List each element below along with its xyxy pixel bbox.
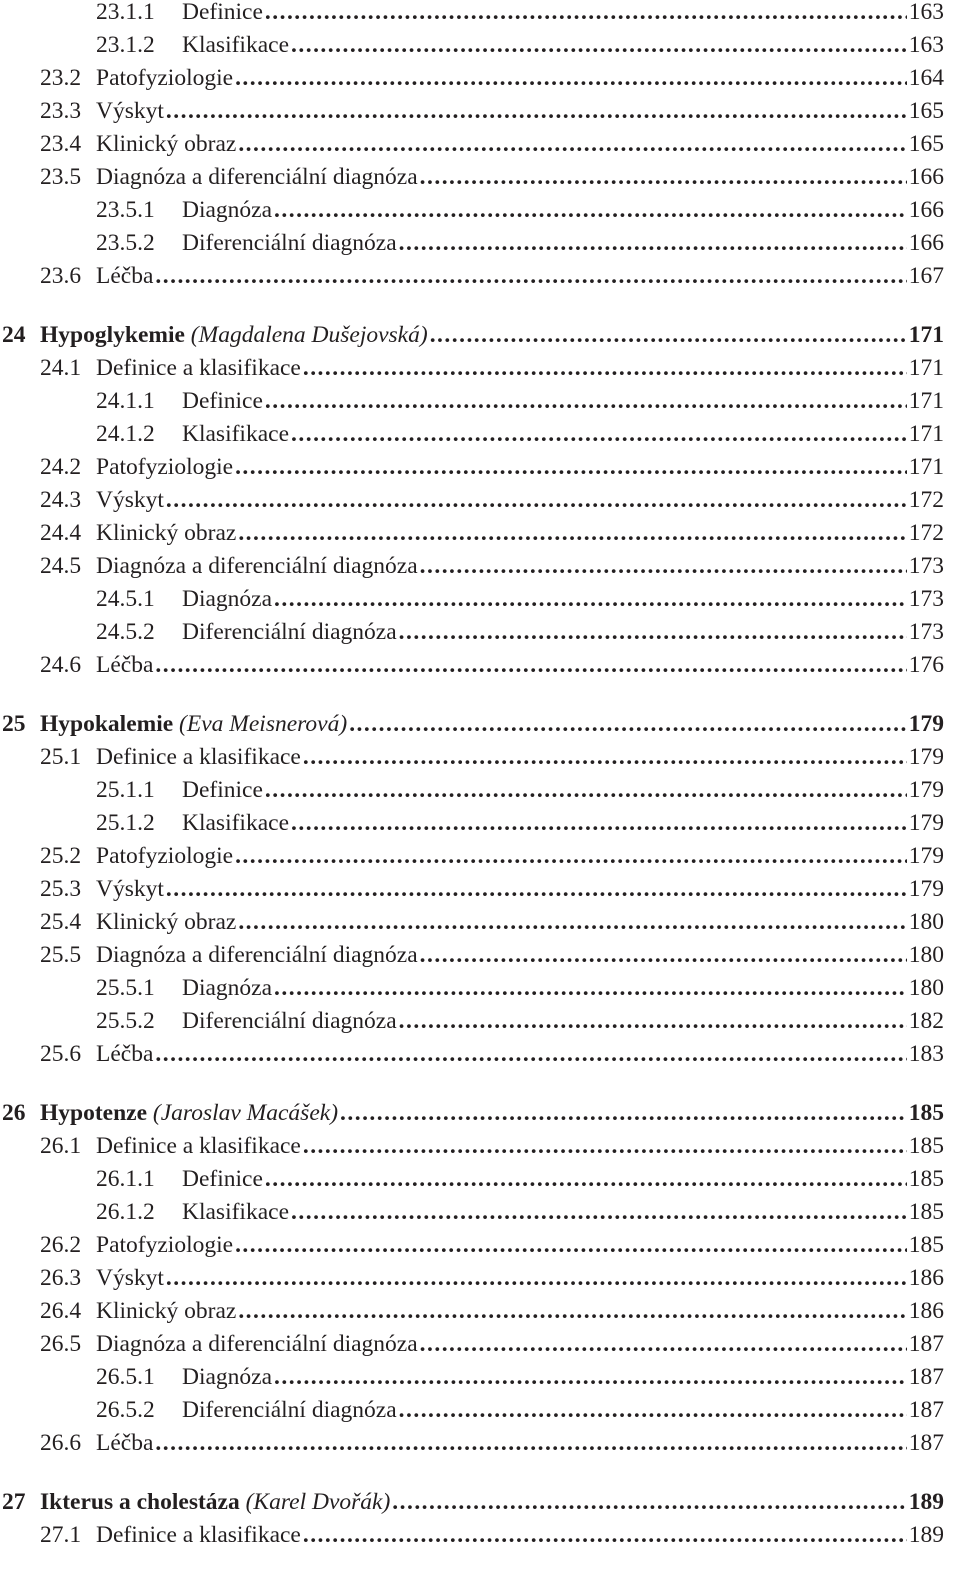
toc-entry-page: 185: [908, 1232, 944, 1258]
toc-entry: [40, 352, 944, 385]
dot-leader: [291, 418, 907, 451]
toc-entry-number: 26: [2, 1100, 26, 1126]
dot-leader: [399, 1394, 907, 1427]
toc-entry-title: Výskyt: [96, 876, 164, 902]
toc-entry: [40, 1295, 944, 1328]
toc-entry-page: 186: [908, 1265, 944, 1291]
toc-entry-number: 25.2: [40, 843, 82, 869]
toc-entry-title: Diagnóza a diferenciální diagnóza: [96, 164, 418, 190]
toc-entry: [40, 1229, 944, 1262]
dot-leader: [265, 385, 907, 418]
toc-entry-page: 187: [908, 1397, 944, 1423]
toc-entry-title: Klinický obraz: [96, 520, 237, 546]
toc-entry-page: 187: [908, 1331, 944, 1357]
toc-entry-title: Definice: [182, 1166, 263, 1192]
toc-entry: [40, 1427, 944, 1460]
toc-entry: [96, 807, 944, 840]
toc-entry-number: 24.2: [40, 454, 82, 480]
toc-entry-page: 179: [908, 744, 944, 770]
dot-leader: [420, 161, 907, 194]
toc-entry-number: 26.5.1: [96, 1364, 155, 1390]
toc-chapter-entry: [2, 1486, 944, 1519]
toc-entry-page: 163: [908, 32, 944, 58]
toc-entry-page: 172: [908, 487, 944, 513]
toc-entry-number: 26.1.1: [96, 1166, 155, 1192]
toc-entry-number: 26.1.2: [96, 1199, 155, 1225]
dot-leader: [303, 352, 907, 385]
toc-entry-page: 173: [908, 619, 944, 645]
toc-entry-title: Léčba: [96, 1041, 154, 1067]
toc-entry-page: 183: [908, 1041, 944, 1067]
toc-entry-title: Klasifikace: [182, 1199, 290, 1225]
toc-entry-page: 171: [908, 388, 944, 414]
toc-entry-number: 25.1: [40, 744, 82, 770]
chapter-author: (Eva Meisnerová): [179, 711, 348, 737]
toc-entry-number: 23.1.1: [96, 0, 155, 25]
toc-entry: [40, 62, 944, 95]
toc-entry-number: 25.4: [40, 909, 82, 935]
dot-leader: [155, 260, 906, 293]
toc-entry-title: Klinický obraz: [96, 1298, 237, 1324]
toc-entry: [40, 550, 944, 583]
dot-leader: [155, 1427, 906, 1460]
toc-entry: [96, 1196, 944, 1229]
toc-entry-number: 26.1: [40, 1133, 82, 1159]
toc-entry-title: Klinický obraz: [96, 909, 237, 935]
toc-entry-number: 23.2: [40, 65, 82, 91]
toc-entry-title: Definice a klasifikace: [96, 355, 301, 381]
chapter-title: Hypoglykemie: [40, 322, 185, 348]
toc-entry: [96, 1005, 944, 1038]
toc-entry-page: 182: [908, 1008, 944, 1034]
dot-leader: [303, 1130, 907, 1163]
dot-leader: [392, 1486, 906, 1519]
toc-entry-number: 25.3: [40, 876, 82, 902]
dot-leader: [420, 939, 907, 972]
toc-entry-page: 185: [908, 1166, 944, 1192]
toc-entry-number: 23.5: [40, 164, 82, 190]
toc-entry-number: 25.5.2: [96, 1008, 155, 1034]
toc-entry-number: 23.5.2: [96, 230, 155, 256]
toc-entry-number: 24.1.2: [96, 421, 155, 447]
toc-entry: [40, 95, 944, 128]
toc-entry-title: Patofyziologie: [96, 454, 234, 480]
toc-entry-page: 185: [908, 1100, 944, 1126]
toc-entry: [40, 1262, 944, 1295]
dot-leader: [274, 972, 907, 1005]
toc-entry-number: 24.1: [40, 355, 82, 381]
dot-leader: [166, 1262, 907, 1295]
chapter-author: (Jaroslav Macášek): [152, 1100, 339, 1126]
toc-entry-number: 25.5.1: [96, 975, 155, 1001]
toc-entry-page: 187: [908, 1364, 944, 1390]
dot-leader: [166, 484, 907, 517]
toc-entry-page: 166: [908, 197, 944, 223]
toc-entry-title: Diagnóza: [182, 197, 273, 223]
toc-entry-page: 165: [908, 98, 944, 124]
toc-entry: [40, 1519, 944, 1552]
toc-entry-title: Diagnóza: [182, 975, 273, 1001]
toc-entry-title: Patofyziologie: [96, 1232, 234, 1258]
toc-entry-page: 173: [908, 553, 944, 579]
toc-entry: [96, 1163, 944, 1196]
dot-leader: [274, 583, 907, 616]
toc-entry-number: 27: [2, 1489, 26, 1515]
toc-entry-page: 171: [908, 421, 944, 447]
toc-entry-page: 166: [908, 164, 944, 190]
toc-entry-title: Diagnóza a diferenciální diagnóza: [96, 1331, 418, 1357]
toc-entry-number: 24.5.1: [96, 586, 155, 612]
toc-entry-title: Diagnóza a diferenciální diagnóza: [96, 553, 418, 579]
toc-entry-title: Diagnóza: [182, 586, 273, 612]
toc-entry-number: 26.6: [40, 1430, 82, 1456]
toc-entry-title: Diagnóza: [182, 1364, 273, 1390]
toc-entry: [96, 29, 944, 62]
toc-entry-page: 173: [908, 586, 944, 612]
toc-entry-page: 171: [908, 454, 944, 480]
toc-entry-title: Výskyt: [96, 487, 164, 513]
toc-entry-title: Klinický obraz: [96, 131, 237, 157]
toc-entry: [96, 418, 944, 451]
dot-leader: [399, 616, 907, 649]
toc-entry-page: 163: [908, 0, 944, 25]
toc-entry: [40, 161, 944, 194]
dot-leader: [235, 1229, 907, 1262]
chapter-author: (Magdalena Dušejovská): [190, 322, 428, 348]
toc-entry-page: 187: [908, 1430, 944, 1456]
chapter-title: Ikterus a cholestáza: [40, 1489, 240, 1515]
toc-entry-page: 179: [908, 711, 944, 737]
dot-leader: [291, 29, 907, 62]
toc-entry-number: 25.6: [40, 1041, 82, 1067]
toc-entry: [40, 1038, 944, 1071]
toc-entry-title: Diferenciální diagnóza: [182, 1397, 397, 1423]
toc-entry-number: 23.4: [40, 131, 82, 157]
toc-entry-page: 180: [908, 942, 944, 968]
toc-entry-number: 24.5.2: [96, 619, 155, 645]
dot-leader: [235, 62, 907, 95]
dot-leader: [399, 227, 907, 260]
toc-entry: [96, 0, 944, 29]
toc-entry-number: 26.3: [40, 1265, 82, 1291]
toc-entry-number: 25.1.2: [96, 810, 155, 836]
toc-entry: [40, 939, 944, 972]
toc-entry-number: 25: [2, 711, 26, 737]
dot-leader: [303, 741, 907, 774]
dot-leader: [238, 1295, 906, 1328]
toc-entry-page: 189: [908, 1489, 944, 1515]
toc-entry-title: Klasifikace: [182, 421, 290, 447]
toc-chapter-entry: [2, 319, 944, 352]
toc-entry-number: 23.5.1: [96, 197, 155, 223]
toc-entry: [40, 649, 944, 682]
dot-leader: [265, 0, 907, 29]
dot-leader: [166, 95, 907, 128]
toc-entry-page: 179: [908, 777, 944, 803]
toc-entry-page: 189: [908, 1522, 944, 1548]
toc-entry-title: Diferenciální diagnóza: [182, 230, 397, 256]
toc-entry: [40, 1328, 944, 1361]
toc-entry-title: [40, 319, 428, 352]
toc-entry: [40, 741, 944, 774]
toc-entry-page: 176: [908, 652, 944, 678]
dot-leader: [274, 1361, 907, 1394]
dot-leader: [420, 1328, 907, 1361]
toc-entry-title: Definice a klasifikace: [96, 1133, 301, 1159]
toc-entry-number: 24: [2, 322, 26, 348]
toc-entry-page: 172: [908, 520, 944, 546]
dot-leader: [238, 906, 906, 939]
toc-entry-title: Výskyt: [96, 1265, 164, 1291]
toc-entry: [40, 517, 944, 550]
toc-entry-number: 24.4: [40, 520, 82, 546]
dot-leader: [291, 807, 907, 840]
toc-entry: [40, 484, 944, 517]
toc-entry-title: Definice a klasifikace: [96, 1522, 301, 1548]
toc-entry-number: 24.6: [40, 652, 82, 678]
toc-entry: [40, 1130, 944, 1163]
toc-entry: [40, 873, 944, 906]
toc-entry-page: 166: [908, 230, 944, 256]
toc-entry: [96, 227, 944, 260]
toc-entry-number: 25.1.1: [96, 777, 155, 803]
toc-entry-page: 179: [908, 876, 944, 902]
dot-leader: [238, 517, 906, 550]
dot-leader: [238, 128, 906, 161]
toc-entry-title: Definice: [182, 388, 263, 414]
toc-entry-title: Diagnóza a diferenciální diagnóza: [96, 942, 418, 968]
toc-entry-page: 186: [908, 1298, 944, 1324]
toc-entry-title: Patofyziologie: [96, 65, 234, 91]
toc-entry-page: 171: [908, 322, 944, 348]
dot-leader: [303, 1519, 907, 1552]
dot-leader: [155, 649, 906, 682]
toc-entry-title: Definice: [182, 0, 263, 25]
toc-entry: [96, 1361, 944, 1394]
toc-entry: [96, 1394, 944, 1427]
toc-entry-page: 167: [908, 263, 944, 289]
toc-entry-title: Výskyt: [96, 98, 164, 124]
toc-entry-number: 25.5: [40, 942, 82, 968]
toc-entry-title: Klasifikace: [182, 810, 290, 836]
toc-entry-number: 23.3: [40, 98, 82, 124]
dot-leader: [235, 451, 907, 484]
toc-entry-title: Diferenciální diagnóza: [182, 619, 397, 645]
toc-entry: [40, 128, 944, 161]
toc-entry: [40, 906, 944, 939]
toc-entry-title: Léčba: [96, 652, 154, 678]
toc-entry-number: 23.6: [40, 263, 82, 289]
toc-entry-title: Patofyziologie: [96, 843, 234, 869]
toc-entry: [40, 260, 944, 293]
toc-entry-number: 23.1.2: [96, 32, 155, 58]
toc-entry-page: 179: [908, 810, 944, 836]
dot-leader: [349, 708, 907, 741]
toc-entry-page: 164: [908, 65, 944, 91]
toc-chapter-entry: [2, 1097, 944, 1130]
toc-entry: [96, 385, 944, 418]
dot-leader: [265, 774, 907, 807]
toc-entry-title: [40, 1097, 338, 1130]
toc-entry-title: Definice: [182, 777, 263, 803]
toc-entry-title: Definice a klasifikace: [96, 744, 301, 770]
toc-entry-page: 165: [908, 131, 944, 157]
toc-entry-page: 180: [908, 975, 944, 1001]
dot-leader: [420, 550, 907, 583]
dot-leader: [274, 194, 907, 227]
toc-entry: [40, 451, 944, 484]
toc-entry: [96, 774, 944, 807]
toc-entry-page: 180: [908, 909, 944, 935]
dot-leader: [265, 1163, 907, 1196]
chapter-title: Hypotenze: [40, 1100, 148, 1126]
dot-leader: [235, 840, 907, 873]
toc-entry-number: 26.4: [40, 1298, 82, 1324]
toc-entry-number: 26.2: [40, 1232, 82, 1258]
dot-leader: [155, 1038, 906, 1071]
dot-leader: [340, 1097, 907, 1130]
toc-entry-title: Léčba: [96, 263, 154, 289]
toc-entry-title: Léčba: [96, 1430, 154, 1456]
toc-entry-number: 24.1.1: [96, 388, 155, 414]
toc-entry-number: 27.1: [40, 1522, 82, 1548]
dot-leader: [399, 1005, 907, 1038]
toc-entry-page: 171: [908, 355, 944, 381]
toc-entry-page: 185: [908, 1199, 944, 1225]
dot-leader: [166, 873, 907, 906]
chapter-title: Hypokalemie: [40, 711, 174, 737]
toc-entry-page: 185: [908, 1133, 944, 1159]
chapter-author: (Karel Dvořák): [245, 1489, 391, 1515]
toc-chapter-entry: [2, 708, 944, 741]
toc-entry: [96, 194, 944, 227]
toc-entry-number: 26.5: [40, 1331, 82, 1357]
toc-entry: [40, 840, 944, 873]
toc-entry: [96, 616, 944, 649]
toc-entry-number: 24.3: [40, 487, 82, 513]
toc-entry: [96, 972, 944, 1005]
toc-entry-title: Diferenciální diagnóza: [182, 1008, 397, 1034]
toc-entry-title: [40, 1486, 390, 1519]
dot-leader: [430, 319, 907, 352]
toc-entry-number: 26.5.2: [96, 1397, 155, 1423]
toc-entry-number: 24.5: [40, 553, 82, 579]
toc-entry-page: 179: [908, 843, 944, 869]
toc-entry: [96, 583, 944, 616]
dot-leader: [291, 1196, 907, 1229]
toc-entry-title: [40, 708, 347, 741]
toc-entry-title: Klasifikace: [182, 32, 290, 58]
